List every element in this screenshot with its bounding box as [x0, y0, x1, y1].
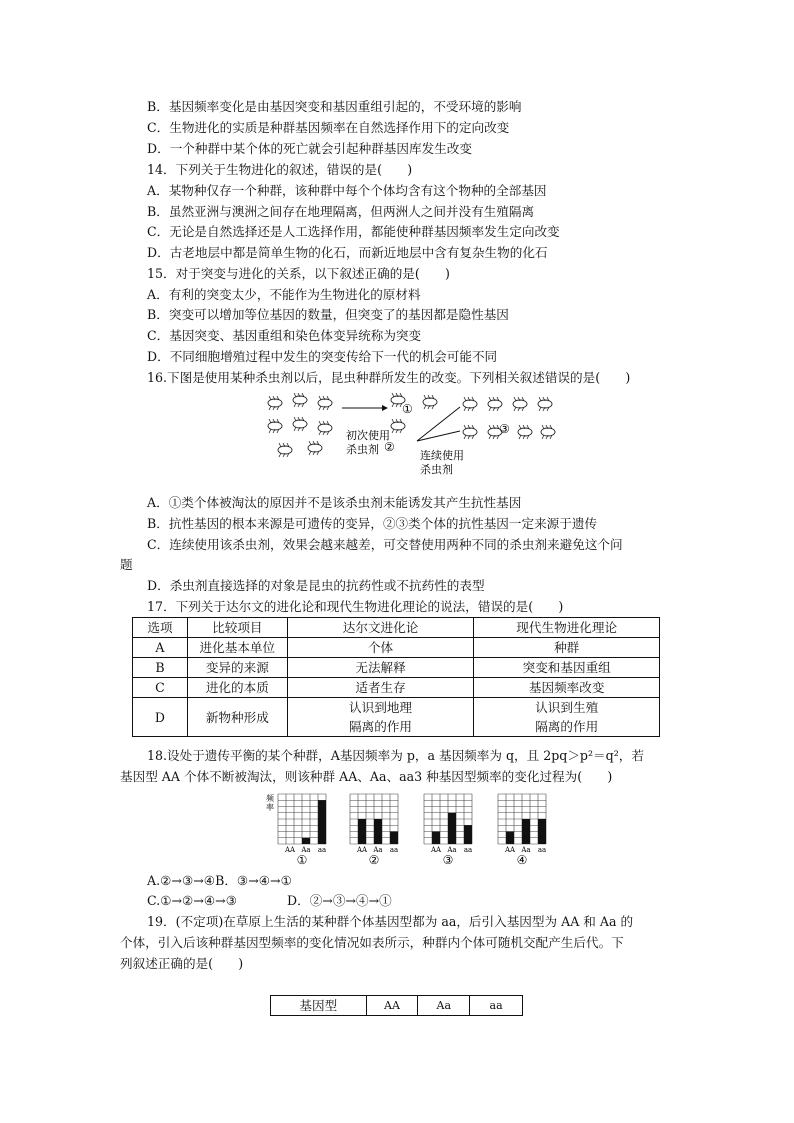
insect-icon: [293, 393, 307, 407]
cell-darwin: 个体: [287, 638, 474, 658]
cell-option: B: [133, 658, 188, 678]
label-cont-use-1: 连续使用: [420, 449, 464, 462]
q18-option-c: C.①→②→④→③: [147, 893, 238, 908]
mark-3: ③: [499, 422, 510, 436]
tick-label-aa: aa: [389, 846, 399, 854]
q19-stem-line3: 列叙述正确的是( ): [120, 956, 244, 971]
insect-icon: [318, 421, 332, 435]
bar-Aa: [302, 838, 310, 844]
cell-modern-line1: 认识到生殖: [535, 700, 599, 715]
table-header-row: [133, 618, 660, 638]
q16-option-a: A．①类个体被淘汰的原因并不是该杀虫剂未能诱发其产生抗性基因: [147, 495, 522, 510]
cell-darwin-line1: 认识到地理: [349, 700, 413, 715]
bar-AA: [358, 819, 366, 844]
header-option: 选项: [133, 618, 188, 638]
header-darwin: 达尔文进化论: [287, 618, 474, 638]
y-label-2: 率: [266, 803, 274, 812]
cell-option: D: [133, 698, 188, 737]
table-header-row: [271, 996, 523, 1016]
genotype-frequency-charts: [266, 792, 566, 866]
bar-Aa: [374, 819, 382, 844]
y-label-1: 频: [266, 794, 274, 803]
cell-option: C: [133, 678, 188, 698]
insecticide-figure: [262, 393, 562, 483]
q16-option-b: B．抗性基因的根本来源是可遗传的变异，②③类个体的抗性基因一定来源于遗传: [147, 516, 598, 531]
q13-option-d: D．一个种群中某个体的死亡就会引起种群基因库发生改变: [147, 141, 472, 156]
bar-aa: [390, 832, 398, 845]
header-item: 比较项目: [187, 618, 287, 638]
header-genotype: 基因型: [271, 996, 367, 1016]
bar-chart-2: [350, 794, 398, 866]
insect-icon: [463, 397, 477, 411]
q18-option-d: D．②→③→④→①: [287, 893, 392, 908]
q16-stem: 16.下图是使用某种杀虫剂以后，昆虫种群所发生的改变。下列相关叙述错误的是( ): [147, 370, 631, 385]
header-aa: aa: [470, 996, 523, 1016]
tick-label-aa: aa: [317, 846, 327, 854]
insect-icon: [463, 425, 477, 439]
insect-icon: [293, 417, 307, 431]
q14-option-a: A．某物种仅存一个种群，该种群中每个个体均含有这个物种的全部基因: [147, 183, 547, 198]
cell-darwin: 适者生存: [287, 678, 474, 698]
cell-item: 进化的本质: [187, 678, 287, 698]
q18-stem-line2: 基因型 AA 个体不断被淘汰，则该种群 AA、Aa、aa3 种基因型频率的变化过程为( ): [120, 769, 613, 784]
header-AA: AA: [366, 996, 418, 1016]
cell-modern: 基因频率改变: [474, 678, 660, 698]
q17-comparison-table: [132, 617, 660, 737]
chart-title: ②: [368, 853, 380, 866]
cell-modern-line2: 隔离的作用: [535, 719, 599, 734]
cell-darwin-line2: 隔离的作用: [349, 719, 413, 734]
table-row: [133, 638, 660, 658]
q18-options-ab: A.②→③→④B．③→④→①: [147, 873, 292, 888]
label-first-use-1: 初次使用: [346, 429, 390, 442]
q16-option-c-line2: 题: [120, 557, 133, 572]
q17-stem: 17．下列关于达尔文的进化论和现代生物进化理论的说法，错误的是( ): [147, 599, 564, 614]
q14-stem: 14．下列关于生物进化的叙述，错误的是( ): [147, 162, 413, 177]
insect-icon: [318, 396, 332, 410]
bar-AA: [506, 832, 514, 845]
header-Aa: Aa: [418, 996, 470, 1016]
tick-label-Aa: Aa: [301, 846, 311, 854]
q15-option-b: B．突变可以增加等位基因的数量，但突变了的基因都是隐性基因: [147, 307, 509, 322]
insect-icon: [541, 425, 555, 439]
bar-aa: [464, 825, 472, 844]
mark-1: ①: [402, 402, 413, 416]
insect-icon: [268, 419, 282, 433]
tick-label-AA: AA: [356, 846, 368, 854]
insect-icon: [518, 425, 532, 439]
mark-2: ②: [384, 440, 395, 454]
q16-option-d: D．杀虫剂直接选择的对象是昆虫的抗药性或不抗药性的表型: [147, 578, 485, 593]
insect-group-mid: [391, 393, 437, 433]
tick-label-AA: AA: [504, 846, 516, 854]
insect-icon: [538, 397, 552, 411]
table-row: [133, 658, 660, 678]
q14-option-b: B．虽然亚洲与澳洲之间存在地理隔离，但两洲人之间并没有生殖隔离: [147, 204, 535, 219]
tick-label-Aa: Aa: [521, 846, 531, 854]
header-modern: 现代生物进化理论: [474, 618, 660, 638]
insect-icon: [488, 397, 502, 411]
q14-option-d: D．古老地层中都是简单生物的化石，而新近地层中含有复杂生物的化石: [147, 245, 548, 260]
bar-AA: [432, 832, 440, 845]
bar-chart-4: [498, 794, 546, 866]
bar-aa: [538, 819, 546, 844]
cell-item: 进化基本单位: [187, 638, 287, 658]
bar-Aa: [448, 813, 456, 844]
label-first-use-2: 杀虫剂: [346, 443, 379, 456]
tick-label-aa: aa: [463, 846, 473, 854]
q18-stem-line1: 18.设处于遗传平衡的某个种群，A基因频率为 p，a 基因频率为 q，且 2pq＞p²＝q²，若: [147, 748, 644, 763]
q13-option-c: C．生物进化的实质是种群基因频率在自然选择作用下的定向改变: [147, 120, 510, 135]
q16-option-c-line1: C．连续使用该杀虫剂，效果会越来越差，可交替使用两种不同的杀虫剂来避免这个问: [147, 537, 623, 552]
tick-label-AA: AA: [284, 846, 296, 854]
insect-icon: [268, 396, 282, 410]
insect-icon: [423, 395, 437, 409]
cell-darwin: 无法解释: [287, 658, 474, 678]
tick-label-Aa: Aa: [373, 846, 383, 854]
chart-title: ④: [516, 853, 528, 866]
insect-icon: [513, 397, 527, 411]
chart-title: ③: [442, 853, 454, 866]
q15-option-d: D．不同细胞增殖过程中发生的突变传给下一代的机会可能不同: [147, 349, 498, 364]
tick-label-Aa: Aa: [447, 846, 457, 854]
q19-stem-line1: 19．(不定项)在草原上生活的某种群个体基因型都为 aa，后引入基因型为 AA 和 Aa 的: [147, 914, 634, 929]
bar-Aa: [522, 819, 530, 844]
insect-icon: [278, 443, 292, 457]
q15-option-c: C．基因突变、基因重组和染色体变异统称为突变: [147, 328, 422, 343]
chart-title: ①: [296, 853, 308, 866]
cell-item: 变异的来源: [187, 658, 287, 678]
bar-aa: [318, 800, 326, 844]
insect-group-initial: [268, 393, 332, 457]
arrow-head-first-use: [382, 405, 388, 411]
cell-darwin: [287, 698, 474, 737]
insect-icon: [308, 441, 322, 455]
insect-icon: [391, 419, 405, 433]
q19-stem-line2: 个体，引入后该种群基因型频率的变化情况如表所示，种群内个体可随机交配产生后代。下: [120, 935, 624, 950]
cell-modern: 种群: [474, 638, 660, 658]
cell-modern: [474, 698, 660, 737]
label-cont-use-2: 杀虫剂: [420, 463, 453, 476]
cell-modern: 突变和基因重组: [474, 658, 660, 678]
tick-label-AA: AA: [430, 846, 442, 854]
q15-option-a: A．有利的突变太少，不能作为生物进化的原材料: [147, 287, 421, 302]
bar-chart-1: [278, 794, 326, 866]
bar-chart-3: [424, 794, 472, 866]
table-row: [133, 698, 660, 737]
cell-option: A: [133, 638, 188, 658]
q15-stem: 15．对于突变与进化的关系，以下叙述正确的是( ): [147, 266, 450, 281]
table-row: [133, 678, 660, 698]
tick-label-aa: aa: [537, 846, 547, 854]
q19-genotype-table: [270, 995, 523, 1016]
cell-item: 新物种形成: [187, 698, 287, 737]
q14-option-c: C．无论是自然选择还是人工选择作用，都能使种群基因频率发生定向改变: [147, 224, 560, 239]
q13-option-b: B．基因频率变化是由基因突变和基因重组引起的，不受环境的影响: [147, 99, 522, 114]
